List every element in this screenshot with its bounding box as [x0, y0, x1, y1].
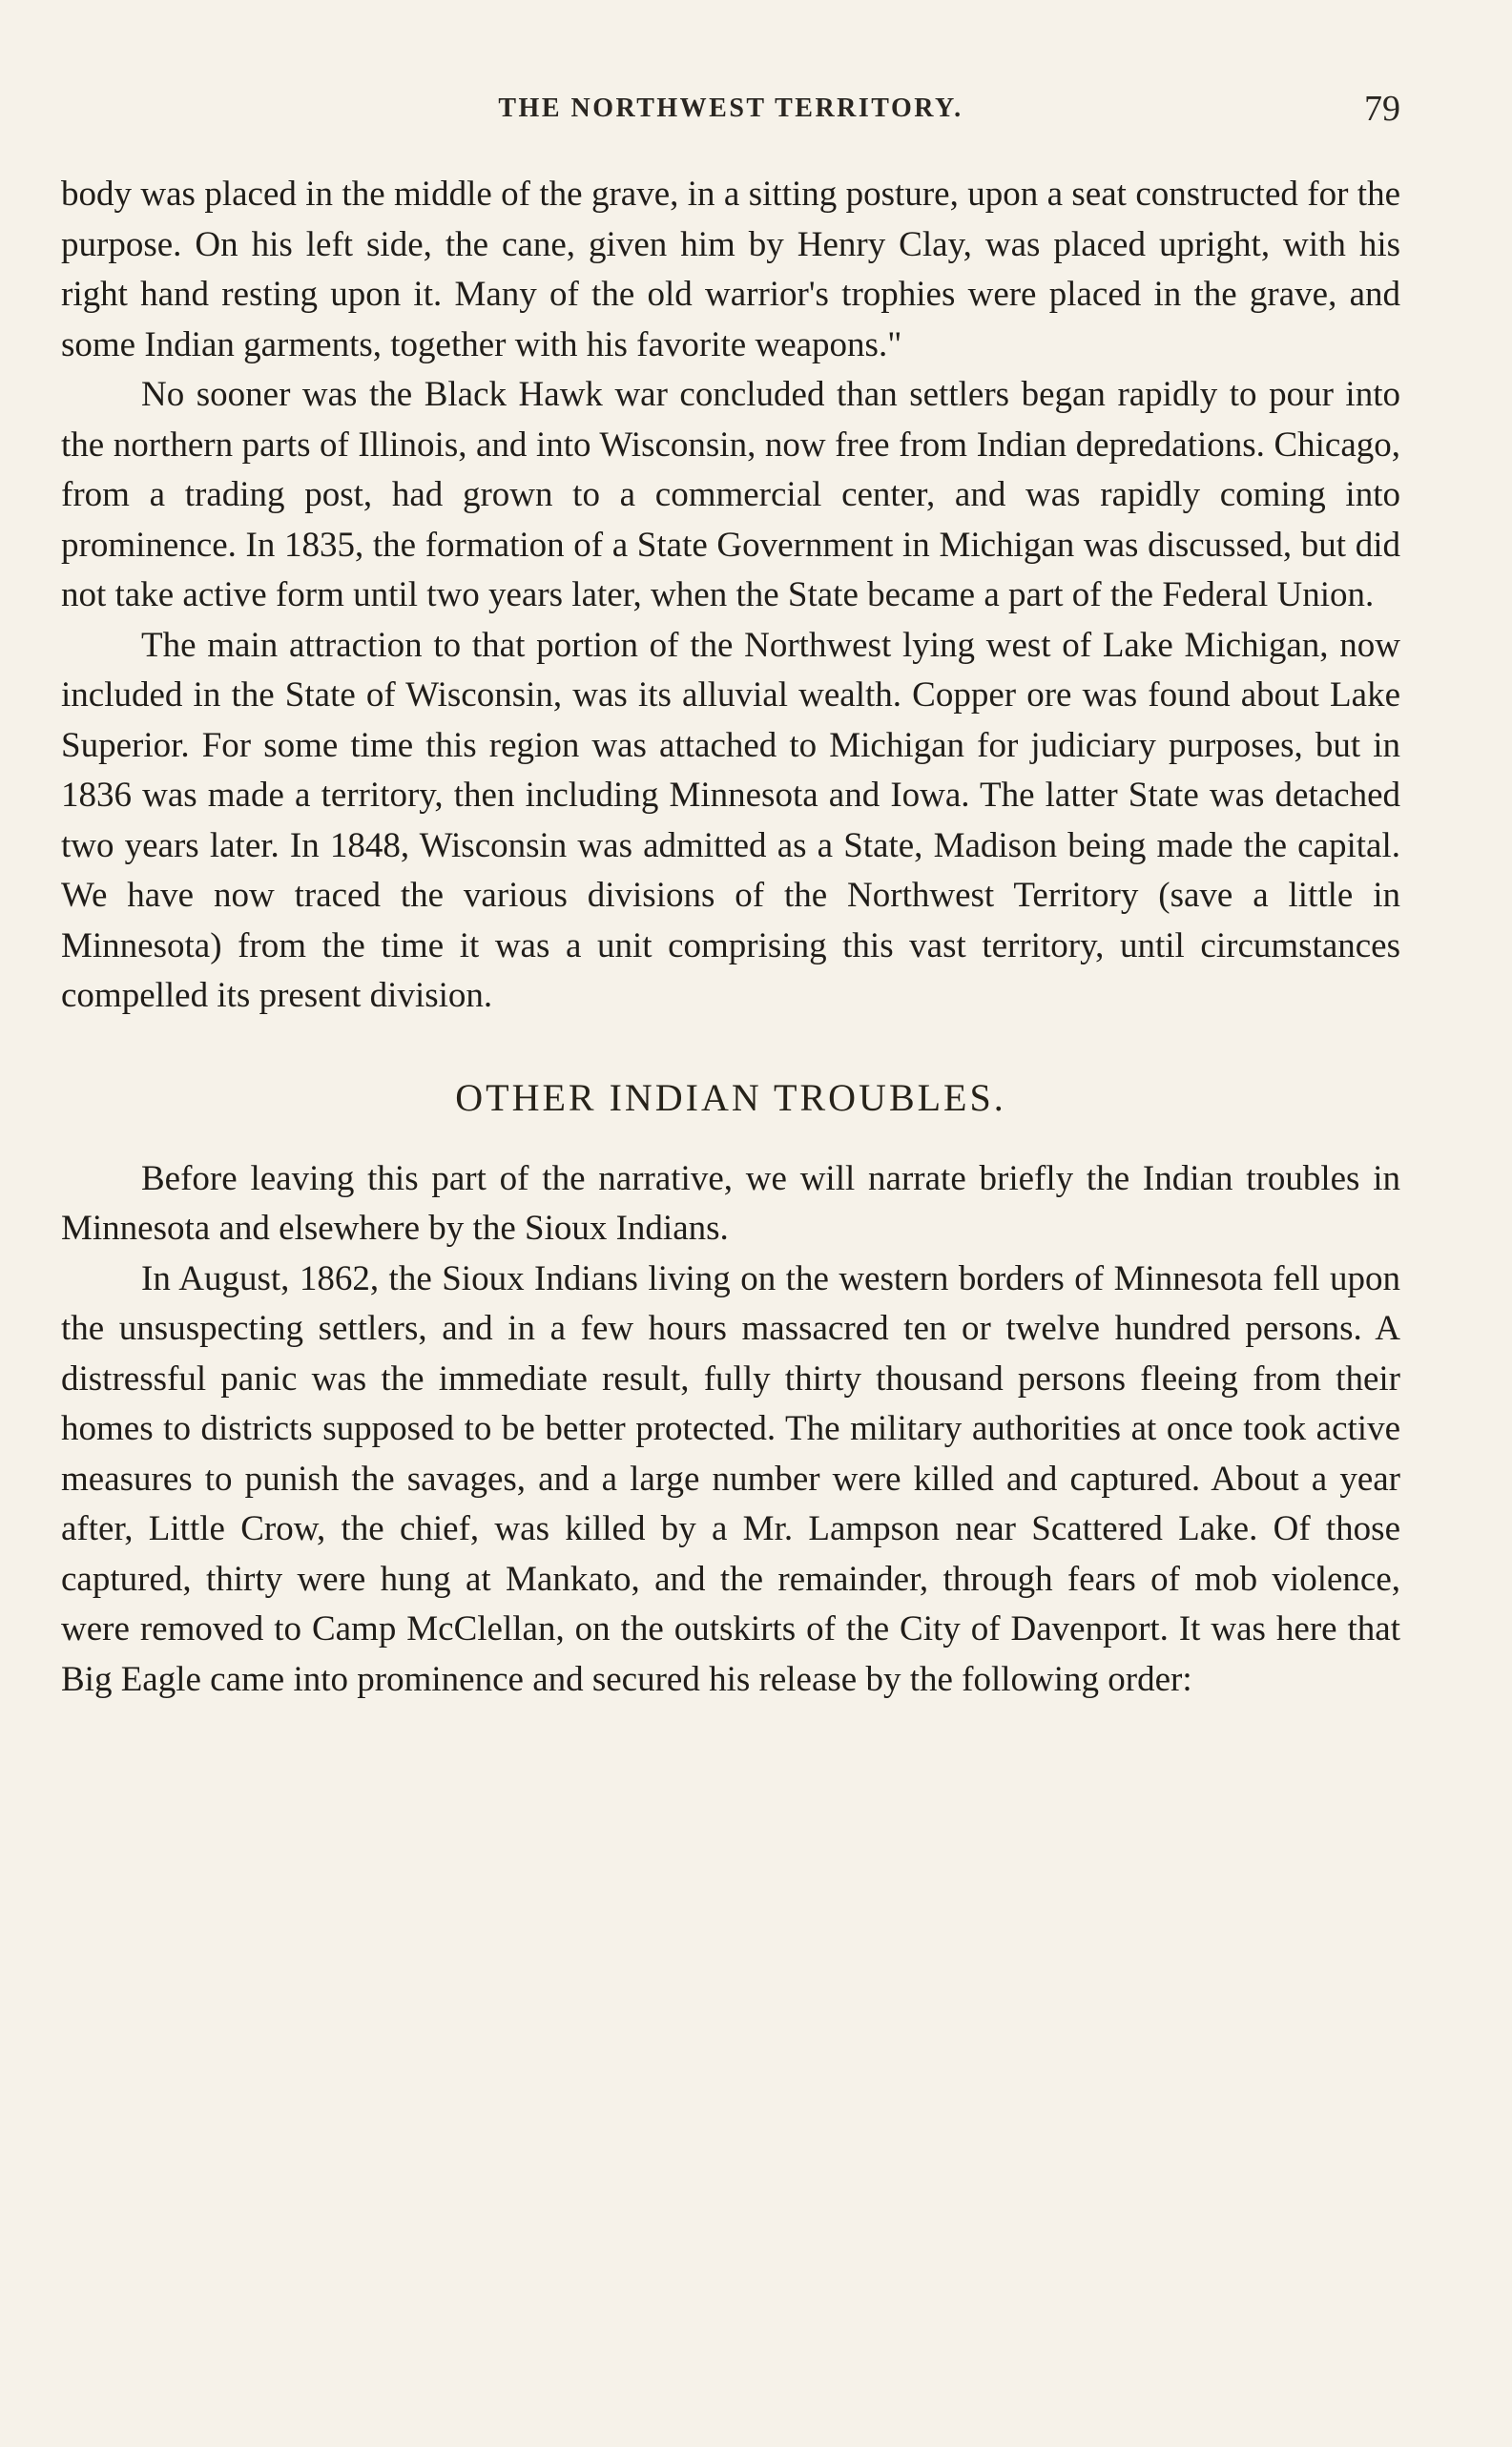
page-number: 79	[1364, 89, 1400, 129]
paragraph-sioux-uprising: In August, 1862, the Sioux Indians living on the western borders of Minnesota fell upon the unsuspecting settlers, and in a few hours massacred ten or twelve hundred persons. A distressful panic was the immediate result, fully thirty thousand persons fleeing from their homes to districts supposed to be better protected. The military authorities at once took active measures to punish the savages, and a large number were killed and captured. About a year after, Little Crow, the chief, was killed by a Mr. Lampson near Scattered Lake. Of those captured, thirty were hung at Mankato, and the remainder, through fears of mob violence, were removed to Camp McClellan, on the outskirts of the City of Davenport. It was here that Big Eagle came into prominence and secured his release by the following order:	[61, 1258, 1400, 1699]
body-text	[61, 170, 1400, 1705]
paragraph-wisconsin: The main attraction to that portion of the Northwest lying west of Lake Michigan, now included in the State of Wisconsin, was its alluvial wealth. Copper ore was found about Lake Superior. For some time this region was attached to Michigan for judiciary purposes, but in 1836 was made a territory, then including Minnesota and Iowa. The latter State was detached two years later. In 1848, Wisconsin was admitted as a State, Madison being made the capital. We have now traced the various divisions of the Northwest Territory (save a little in Minnesota) from the time it was a unit comprising this vast territory, until circumstances compelled its present division.	[61, 625, 1400, 1015]
paragraph-settlement: No sooner was the Black Hawk war concluded than settlers began rapidly to pour into the northern parts of Illinois, and into Wisconsin, now free from Indian depredations. Chicago, from a trading post, had grown to a commercial center, and was rapidly coming into prominence. In 1835, the formation of a State Government in Michigan was discussed, but did not take active form until two years later, when the State became a part of the Federal Union.	[61, 375, 1400, 614]
paragraph-continuation: body was placed in the middle of the grave, in a sitting posture, upon a seat constructed for the purpose. On his left side, the cane, given him by Henry Clay, was placed upright, with his right hand resting upon it. Many of the old warrior's trophies were placed in the grave, and some Indian garments, together with his favorite weapons."	[61, 175, 1400, 364]
running-title: THE NORTHWEST TERRITORY.	[498, 93, 963, 123]
section-heading: OTHER INDIAN TROUBLES.	[455, 1075, 1006, 1119]
paragraph-intro-troubles: Before leaving this part of the narrative, we will narrate briefly the Indian troubles in Minnesota and elsewhere by the Sioux Indians.	[61, 1158, 1400, 1248]
running-head	[61, 88, 1400, 130]
